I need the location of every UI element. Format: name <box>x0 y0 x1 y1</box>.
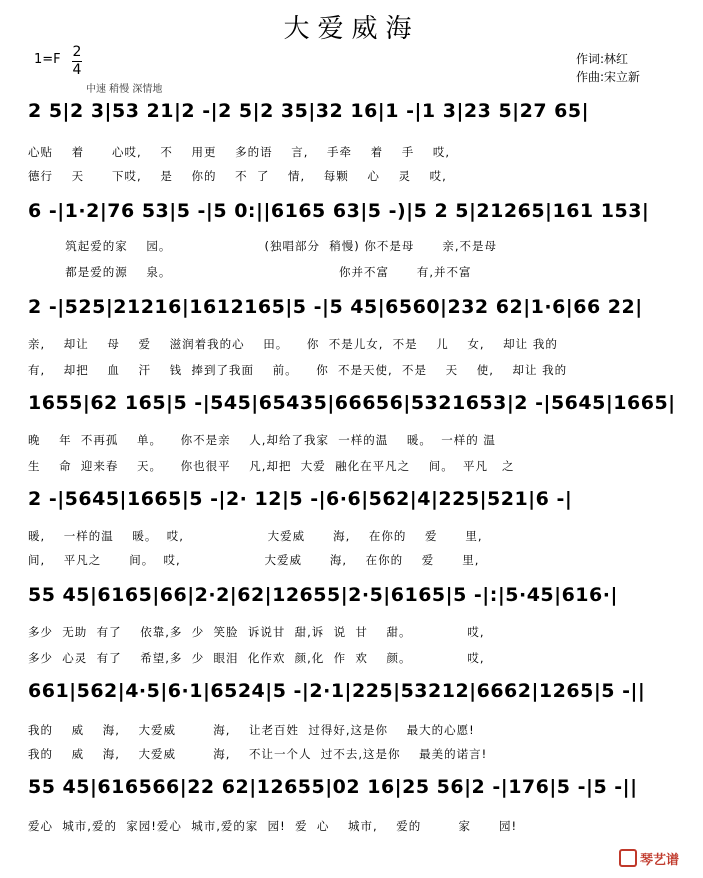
lyric-row-2-verse-2: 都是爱的源 泉。 你并不富 有,并不富 <box>28 265 472 279</box>
lyric-row-4-verse-1: 晚 年 不再孤 单。 你不是亲 人,却给了我家 一样的温 暖。 一样的 温 <box>28 433 496 447</box>
lyric-row-1-verse-1: 心贴 着 心哎, 不 用更 多的语 言, 手牵 着 手 哎, <box>28 145 450 159</box>
notes-row-3: 2 -|525|21216|1612165|5 -|5 45|6560|232 62|1·6|66 22| <box>28 296 643 318</box>
lyric-row-1-verse-2: 德行 天 下哎, 是 你的 不 了 情, 每颗 心 灵 哎, <box>28 169 447 183</box>
lyric-row-5-verse-1: 暖, 一样的温 暖。 哎, 大爱威 海, 在你的 爱 里, <box>28 529 483 543</box>
notes-row-6: 55 45|6165|66|2·2|62|12655|2·5|6165|5 -|:|5·45|616·| <box>28 584 618 606</box>
lyric-row-5-verse-2: 间, 平凡之 间。 哎, 大爱威 海, 在你的 爱 里, <box>28 553 480 567</box>
lyric-row-8-verse-1: 爱心 城市,爱的 家园!爱心 城市,爱的家 园! 爱 心 城市, 爱的 家 园! <box>28 819 518 833</box>
composer: 作曲:宋立新 <box>576 70 641 84</box>
logo-icon <box>619 849 637 867</box>
time-signature-bottom: 4 <box>72 62 82 78</box>
song-title: 大爱威海 <box>283 14 420 44</box>
lyric-row-3-verse-1: 亲, 却让 母 爱 滋润着我的心 田。 你 不是儿女, 不是 儿 女, 却让 我的 <box>28 337 558 351</box>
notes-row-7: 661|562|4·5|6·1|6524|5 -|2·1|225|53212|6662|1265|5 -|| <box>28 680 646 702</box>
tempo-marking: 中速 稍慢 深情地 <box>86 84 163 95</box>
logo-text: 琴艺谱 <box>639 853 679 868</box>
lyric-row-4-verse-2: 生 命 迎来春 天。 你也很平 凡,却把 大爱 融化在平凡之 间。 平凡 之 <box>28 459 515 473</box>
lyric-row-6-verse-1: 多少 无助 有了 依靠,多 少 笑脸 诉说甘 甜,诉 说 甘 甜。 哎, <box>28 625 485 639</box>
credits <box>576 50 640 86</box>
key-signature: 1=F <box>34 52 61 67</box>
notes-row-4: 1655|62 165|5 -|545|65435|66656|5321653|2 -|5645|1665| <box>28 392 676 414</box>
notes-row-8: 55 45|616566|22 62|12655|02 16|25 56|2 -|176|5 -|5 -|| <box>28 776 638 798</box>
notes-row-2: 6 -|1·2|76 53|5 -|5 0:||6165 63|5 -)|5 2 5|21265|161 153| <box>28 200 650 222</box>
lyric-row-6-verse-2: 多少 心灵 有了 希望,多 少 眼泪 化作欢 颜,化 作 欢 颜。 哎, <box>28 651 485 665</box>
lyric-row-7-verse-2: 我的 威 海, 大爱威 海, 不让一个人 过不去,这是你 最美的诺言! <box>28 747 488 761</box>
time-signature-top: 2 <box>72 44 82 60</box>
time-signature <box>72 44 82 79</box>
lyric-row-3-verse-2: 有, 却把 血 汗 钱 捧到了我面 前。 你 不是天使, 不是 天 使, 却让 我的 <box>28 363 568 377</box>
notes-row-1: 2 5|2 3|53 21|2 -|2 5|2 35|32 16|1 -|1 3|23 5|27 65| <box>28 100 590 122</box>
site-logo <box>619 849 679 868</box>
lyricist: 作词:林红 <box>576 52 629 66</box>
lyric-row-2-verse-1: 筑起爱的家 园。 (独唱部分 稍慢) 你不是母 亲,不是母 <box>28 239 498 253</box>
lyric-row-7-verse-1: 我的 威 海, 大爱威 海, 让老百姓 过得好,这是你 最大的心愿! <box>28 723 475 737</box>
notes-row-5: 2 -|5645|1665|5 -|2· 12|5 -|6·6|562|4|225|521|6 -| <box>28 488 573 510</box>
